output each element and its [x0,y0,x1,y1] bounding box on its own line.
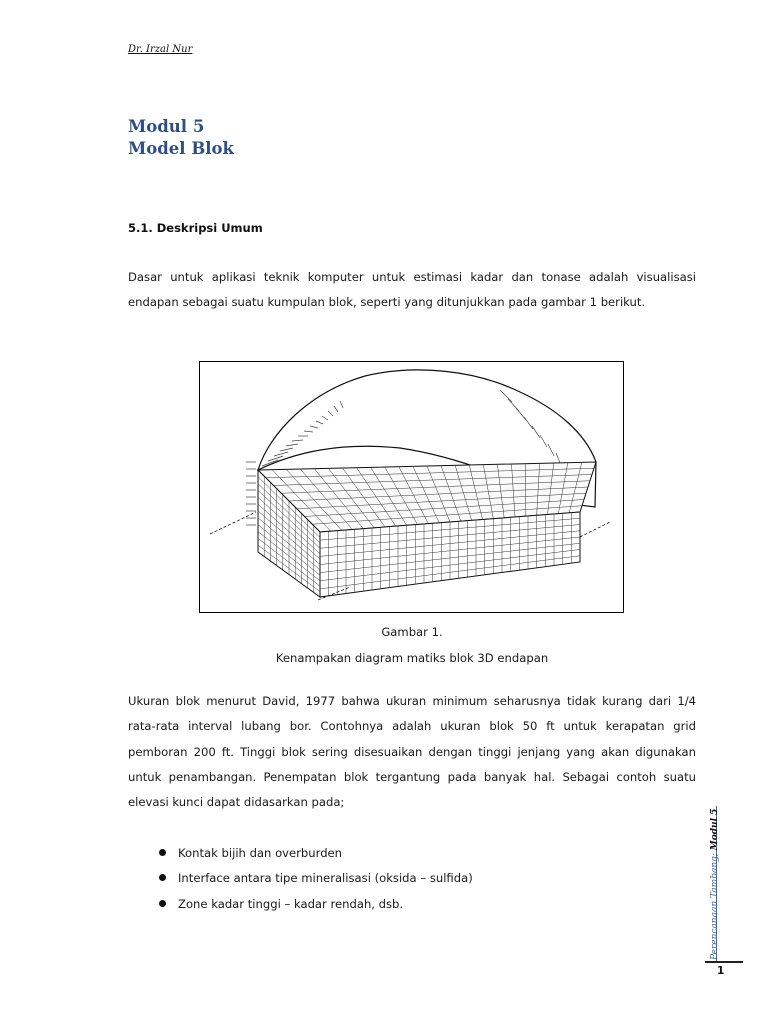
page-number: 1 [717,965,725,977]
side-module-name: Modul 5 [710,808,720,851]
bullet-icon [159,900,166,907]
page-number-rule [705,961,743,963]
block-size-paragraph: Ukuran blok menurut David, 1977 bahwa ukuran minimum seharusnya tidak kurang dari 1/4 rata-rata interval lubang bor. Contohnya adalah ukuran blok 50 ft untuk kerapatan grid pemboran 200 ft. Tinggi blok sering disesuaikan dengan tinggi jenjang yang akan digunakan untuk penambangan. Penempatan blok tergantung pada banyak hal. Sebagai contoh suatu elevasi kunci dapat didasarkan pada; [128,694,696,810]
figure-caption-text: Kenampakan diagram matiks blok 3D endapan [275,651,549,665]
block-diagram-figure [199,361,624,613]
coordinate-leader [580,522,610,537]
section-heading: 5.1. Deskripsi Umum [128,221,263,235]
bullet-icon [159,874,166,881]
side-course-name: Perencanaan Tambang; [710,853,720,960]
list-item [128,868,696,893]
list-item-text: Zone kadar tinggi – kadar rendah, dsb. [178,896,404,911]
list-item-text: Interface antara tipe mineralisasi (oksida – sulfida) [178,871,473,886]
module-heading [128,116,234,160]
list-item-text: Kontak bijih dan overburden [178,846,343,860]
bullet-icon [159,849,166,856]
list-item [128,843,696,868]
list-item [128,894,696,919]
module-title: Model Blok [128,139,234,158]
module-number: Modul 5 [128,117,205,136]
side-course-label [710,809,720,960]
elevation-key-list [128,843,696,919]
figure-caption-label: Gambar 1. [381,625,443,639]
coordinate-leader [210,512,256,534]
intro-paragraph: Dasar untuk aplikasi teknik komputer untuk estimasi kadar dan tonase adalah visualisasi endapan sebagai suatu kumpulan blok, seperti yang ditunjukkan pada gambar 1 berikut. [128,270,696,310]
block-model-illustration [200,362,622,611]
author-header: Dr. Irzal Nur [128,44,193,55]
